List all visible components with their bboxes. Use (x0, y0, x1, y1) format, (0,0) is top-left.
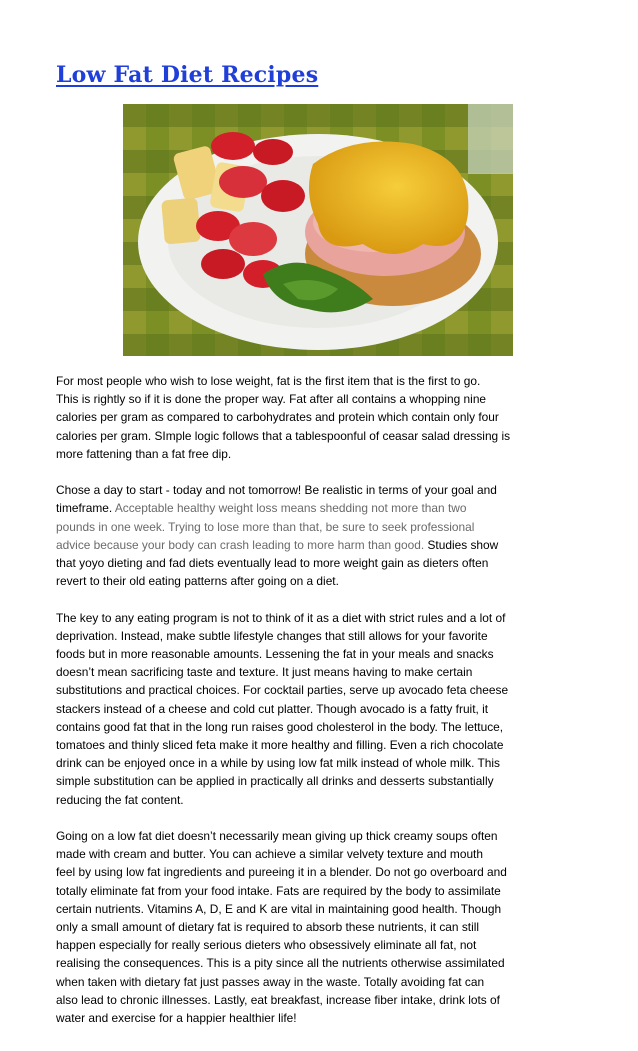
text-line (56, 663, 584, 681)
text-line (56, 845, 584, 863)
breakfast-plate-image (123, 104, 513, 356)
text-run: tomatoes and thinly sliced feta make it more healthy and filling. Even a rich chocolate (56, 738, 504, 753)
text-line (56, 827, 584, 845)
text-run: This is rightly so if it is done the proper way. Fat after all contains a whopping nine (56, 392, 487, 407)
text-line (56, 481, 584, 499)
text-line (56, 408, 584, 426)
food-photo (123, 104, 513, 356)
text-run: realising the consequences. This is a pity since all the nutrients otherwise assimilated (56, 956, 505, 971)
text-run: made with cream and butter. You can achieve a similar velvety texture and mouth (56, 847, 483, 862)
text-run: doesn’t mean sacrificing taste and texture. It just means having to make certain (56, 665, 473, 680)
text-run: simple substitution can be applied in practically all drinks and desserts substantially (56, 774, 494, 789)
text-run: happen especially for really serious dieters who obsessively eliminate all fat, not (56, 938, 477, 953)
text-line (56, 772, 584, 790)
text-run: deprivation. Instead, make subtle lifestyle changes that still allows for your favorite (56, 628, 488, 643)
text-line (56, 536, 584, 554)
text-line (56, 700, 584, 718)
text-line (56, 882, 584, 900)
text-line (56, 554, 584, 572)
text-run: The key to any eating program is not to think of it as a diet with strict rules and a lot of (56, 610, 506, 625)
text-line (56, 427, 584, 445)
text-run: drink can be enjoyed once in a while by using low fat milk instead of whole milk. This (56, 756, 500, 771)
paragraph (56, 609, 584, 809)
highlighted-text: pounds in one week. Trying to lose more than that, be sure to seek professional (56, 519, 475, 534)
text-line (56, 791, 584, 809)
text-line (56, 863, 584, 881)
text-run: Studies show (424, 537, 499, 552)
text-line (56, 609, 584, 627)
paragraph (56, 481, 584, 590)
text-run: feel by using low fat ingredients and pureeing it in a blender. Do not go overboard and (56, 865, 507, 880)
text-line (56, 718, 584, 736)
text-run: that yoyo dieting and fad diets eventually lead to more weight gain as dieters often (56, 556, 489, 571)
text-line (56, 681, 584, 699)
text-run: when taken with dietary fat just passes away in the waste. Totally avoiding fat can (56, 974, 485, 989)
text-line (56, 518, 584, 536)
text-run: more fattening than a fat free dip. (56, 446, 232, 461)
text-line (56, 936, 584, 954)
text-run: only a small amount of dietary fat is required to absorb these nutrients, it can still (56, 920, 479, 935)
text-line (56, 754, 584, 772)
text-run: reducing the fat content. (56, 792, 184, 807)
highlighted-text: advice because your body can crash leading to more harm than good. (56, 537, 425, 552)
text-run: calories per gram as compared to carbohydrates and protein which contain only four (56, 410, 499, 425)
text-run: revert to their old eating patterns after going on a diet. (56, 574, 339, 589)
text-line (56, 390, 584, 408)
text-run: foods but in more reasonable amounts. Lessening the fat in your meals and snacks (56, 647, 494, 662)
text-line (56, 991, 584, 1009)
text-line (56, 627, 584, 645)
text-line (56, 918, 584, 936)
document-title: Low Fat Diet Recipes (56, 62, 319, 88)
text-run: substitutions and practical choices. For cocktail parties, serve up avocado feta cheese (56, 683, 509, 698)
text-line (56, 736, 584, 754)
text-line (56, 445, 584, 463)
text-line (56, 1009, 584, 1027)
text-line (56, 954, 584, 972)
text-line (56, 973, 584, 991)
text-run: timeframe. (56, 501, 115, 516)
text-run: Chose a day to start - today and not tomorrow! Be realistic in terms of your goal and (56, 483, 497, 498)
article-body (56, 372, 584, 1045)
text-run: also lead to chronic illnesses. Lastly, eat breakfast, increase fiber intake, drink lots of (56, 992, 500, 1007)
text-line (56, 372, 584, 390)
text-run: stackers instead of a cheese and cold cut platter. Though avocado is a fatty fruit, it (56, 701, 489, 716)
text-run: Going on a low fat diet doesn’t necessarily mean giving up thick creamy soups often (56, 829, 498, 844)
text-line (56, 645, 584, 663)
paragraph (56, 372, 584, 463)
text-run: water and exercise for a happier healthier life! (56, 1011, 297, 1026)
text-run: certain nutrients. Vitamins A, D, E and K are vital in maintaining good health. Though (56, 901, 502, 916)
text-run: contains good fat that in the long run raises good cholesterol in the body. The lettuce, (56, 719, 504, 734)
text-line (56, 572, 584, 590)
text-run: totally eliminate fat from your food intake. Fats are required by the body to assimilate (56, 883, 501, 898)
text-line (56, 499, 584, 517)
text-run: calories per gram. SImple logic follows that a tablespoonful of ceasar salad dressing is (56, 428, 511, 443)
text-run: For most people who wish to lose weight, fat is the first item that is the first to go. (56, 374, 481, 388)
highlighted-text: Acceptable healthy weight loss means shedding not more than two (114, 501, 467, 516)
text-line (56, 900, 584, 918)
paragraph (56, 827, 584, 1027)
